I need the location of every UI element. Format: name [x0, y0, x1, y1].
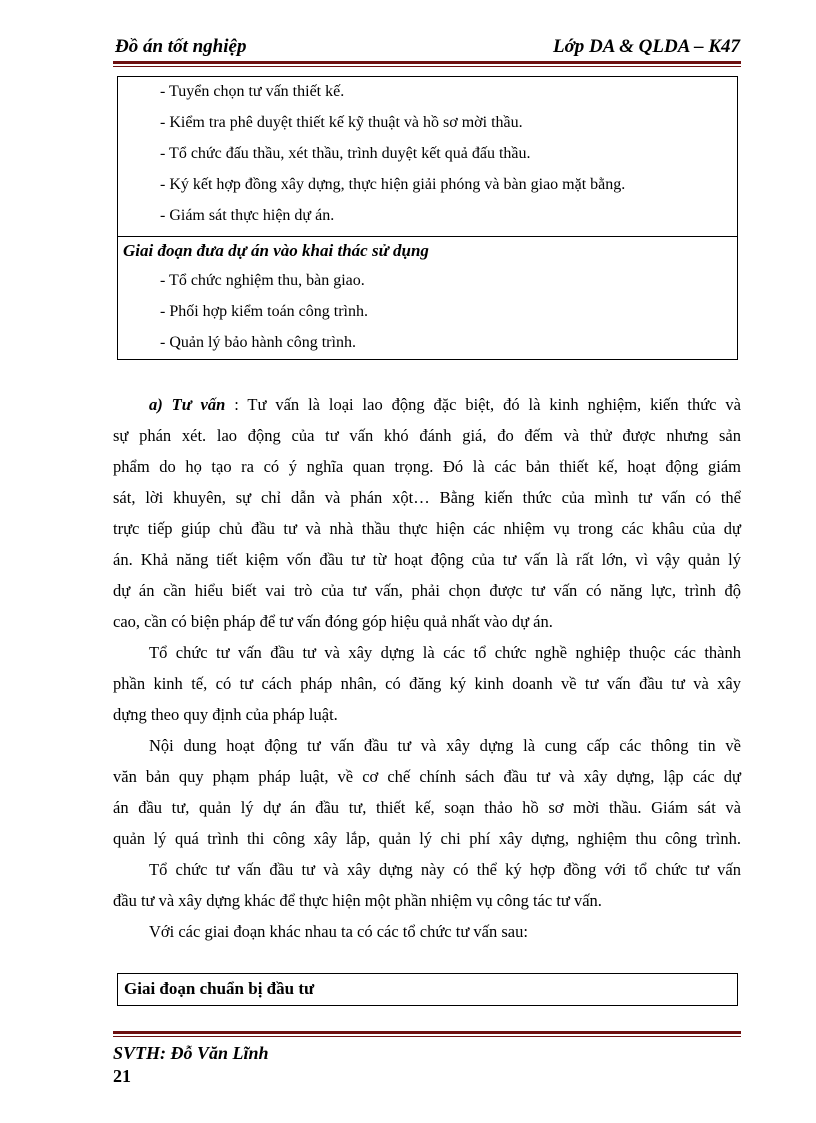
text-line: cao, cần có biện pháp để tư vấn đóng góp hiệu quả nhất vào dự án. [113, 612, 553, 631]
table-exploitation-stage [117, 236, 738, 360]
text-line: sự phán xét. lao động của tư vấn khó đánh giá, đo đếm và thử được nhưng sản [113, 426, 741, 445]
text-line: án đầu tư, quản lý dự án đầu tư, thiết kế, soạn thảo hồ sơ mời thầu. Giám sát và [113, 798, 741, 817]
list-item: - Phối hợp kiểm toán công trình. [160, 303, 368, 320]
text-line: dự án cần hiểu biết vai trò của tư vấn, phải chọn được tư vấn có năng lực, trình độ [113, 581, 741, 600]
list-item: - Kiểm tra phê duyệt thiết kế kỹ thuật và hồ sơ mời thầu. [160, 114, 523, 131]
text-line: phần kinh tế, có tư cách pháp nhân, có đăng ký kinh doanh về tư vấn đầu tư và xây [113, 674, 741, 693]
text-line: văn bản quy phạm pháp luật, về cơ chế chính sách đầu tư và xây dựng, lập các dự [113, 767, 741, 786]
text-line: Với các giai đoạn khác nhau ta có các tổ chức tư vấn sau: [149, 922, 528, 941]
list-item: - Quản lý bảo hành công trình. [160, 334, 356, 351]
text-line: phẩm do họ tạo ra có ý nghĩa quan trọng. Đó là các bản thiết kế, hoạt động giám [113, 457, 741, 476]
page-number: 21 [113, 1066, 131, 1086]
text-line: đầu tư và xây dựng khác để thực hiện một phần nhiệm vụ công tác tư vấn. [113, 891, 602, 910]
list-item: - Giám sát thực hiện dự án. [160, 207, 335, 224]
list-item: - Tổ chức nghiệm thu, bàn giao. [160, 272, 365, 289]
author-name: SVTH: Đỗ Văn Lĩnh [113, 1043, 269, 1063]
section-heading: Giai đoạn đưa dự án vào khai thác sử dụng [123, 241, 429, 260]
list-item: - Tổ chức đấu thầu, xét thầu, trình duyệt kết quả đấu thầu. [160, 145, 531, 162]
text-line: dựng theo quy định của pháp luật. [113, 705, 338, 724]
text-line: quản lý quá trình thi công xây lắp, quản lý chi phí xây dựng, nghiệm thu công trình. [113, 829, 741, 848]
text-line: Tổ chức tư vấn đầu tư và xây dựng là các tổ chức nghề nghiệp thuộc các thành [149, 643, 741, 662]
footer-rule-thin [113, 1036, 741, 1037]
table-implementation-stage [117, 76, 738, 236]
footer-rule-thick [113, 1031, 741, 1034]
text-line: a) Tư vấn : Tư vấn là loại lao động đặc biệt, đó là kinh nghiệm, kiến thức và [149, 395, 741, 414]
section-heading: Giai đoạn chuẩn bị đầu tư [124, 979, 315, 998]
table-preparation-stage [117, 973, 738, 1006]
page-header [115, 30, 740, 60]
header-rule-thick [113, 61, 741, 64]
list-item: - Ký kết hợp đồng xây dựng, thực hiện giải phóng và bàn giao mặt bằng. [160, 176, 626, 193]
text-line: trực tiếp giúp chủ đầu tư và nhà thầu thực hiện các nhiệm vụ trong các khâu của dự [113, 519, 741, 538]
text-line: sát, lời khuyên, sự chỉ dẫn và phán xột… Bằng kiến thức của mình tư vấn có thể [113, 488, 741, 507]
list-item: - Tuyển chọn tư vấn thiết kế. [160, 83, 345, 100]
text-line: Tổ chức tư vấn đầu tư và xây dựng này có thể ký hợp đồng với tổ chức tư vấn [149, 860, 741, 879]
class-label: Lớp DA & QLDA – K47 [552, 36, 740, 57]
paragraph-lead: a) Tư vấn [149, 395, 226, 414]
text-line: án. Khả năng tiết kiệm vốn đầu tư từ hoạt động của tư vấn là rất lớn, vì vậy quản lý [113, 550, 741, 569]
header-rule-thin [113, 66, 741, 67]
document-title: Đồ án tốt nghiệp [115, 36, 247, 57]
text-line: Nội dung hoạt động tư vấn đầu tư và xây dựng là cung cấp các thông tin về [149, 736, 741, 755]
